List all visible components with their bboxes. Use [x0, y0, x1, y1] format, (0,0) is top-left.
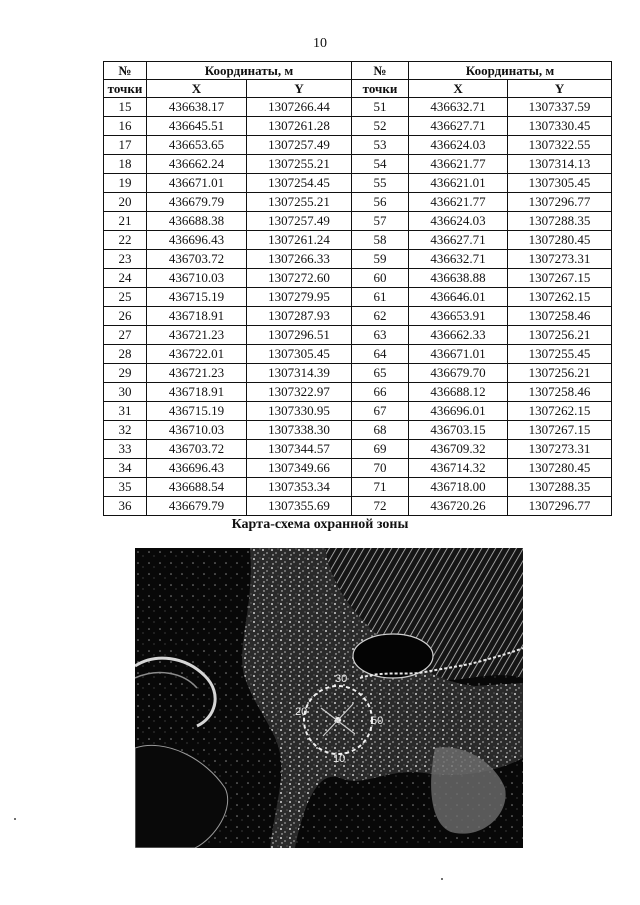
cell-point-number: 65 [352, 364, 409, 383]
cell-y: 1307255.21 [247, 193, 352, 212]
coordinates-table [103, 61, 612, 516]
cell-y: 1307288.35 [508, 212, 612, 231]
cell-x: 436703.15 [409, 421, 508, 440]
cell-x: 436721.23 [147, 326, 247, 345]
cell-point-number: 70 [352, 459, 409, 478]
cell-point-number: 17 [104, 136, 147, 155]
table-row [104, 231, 612, 250]
cell-y: 1307287.93 [247, 307, 352, 326]
cell-point-number: 53 [352, 136, 409, 155]
header-point-label: точки [104, 80, 147, 98]
cell-x: 436653.91 [409, 307, 508, 326]
cell-x: 436638.88 [409, 269, 508, 288]
cell-point-number: 66 [352, 383, 409, 402]
cell-x: 436703.72 [147, 250, 247, 269]
cell-x: 436632.71 [409, 250, 508, 269]
cell-y: 1307255.21 [247, 155, 352, 174]
header-point-label: точки [352, 80, 409, 98]
cell-x: 436646.01 [409, 288, 508, 307]
protection-zone-map [135, 548, 523, 848]
cell-point-number: 60 [352, 269, 409, 288]
header-y: Y [247, 80, 352, 98]
table-row [104, 307, 612, 326]
map-pond [353, 634, 433, 678]
page-number: 10 [313, 36, 327, 51]
cell-point-number: 71 [352, 478, 409, 497]
cell-x: 436688.38 [147, 212, 247, 231]
cell-y: 1307254.45 [247, 174, 352, 193]
table-row [104, 155, 612, 174]
cell-point-number: 54 [352, 155, 409, 174]
cell-y: 1307257.49 [247, 136, 352, 155]
cell-point-number: 59 [352, 250, 409, 269]
cell-y: 1307257.49 [247, 212, 352, 231]
cell-x: 436710.03 [147, 421, 247, 440]
cell-x: 436621.77 [409, 155, 508, 174]
cell-x: 436696.01 [409, 402, 508, 421]
cell-y: 1307266.33 [247, 250, 352, 269]
cell-y: 1307344.57 [247, 440, 352, 459]
cell-y: 1307266.44 [247, 98, 352, 117]
cell-point-number: 57 [352, 212, 409, 231]
map-title: Карта-схема охранной зоны [231, 517, 409, 532]
table-header-row-bottom [104, 80, 612, 98]
cell-y: 1307355.69 [247, 497, 352, 516]
cell-y: 1307288.35 [508, 478, 612, 497]
cell-point-number: 15 [104, 98, 147, 117]
table-header-row-top [104, 62, 612, 80]
table-row [104, 250, 612, 269]
cell-point-number: 27 [104, 326, 147, 345]
cell-x: 436720.26 [409, 497, 508, 516]
table-row [104, 117, 612, 136]
cell-y: 1307305.45 [508, 174, 612, 193]
cell-y: 1307272.60 [247, 269, 352, 288]
cell-y: 1307255.45 [508, 345, 612, 364]
cell-x: 436714.32 [409, 459, 508, 478]
table-row [104, 402, 612, 421]
cell-point-number: 32 [104, 421, 147, 440]
cell-point-number: 56 [352, 193, 409, 212]
cell-point-number: 18 [104, 155, 147, 174]
cell-x: 436710.03 [147, 269, 247, 288]
table-row [104, 288, 612, 307]
cell-y: 1307273.31 [508, 440, 612, 459]
cell-point-number: 30 [104, 383, 147, 402]
cell-x: 436638.17 [147, 98, 247, 117]
cell-x: 436688.12 [409, 383, 508, 402]
map-aerial-photo [135, 548, 523, 848]
cell-point-number: 72 [352, 497, 409, 516]
table-row [104, 478, 612, 497]
cell-y: 1307322.97 [247, 383, 352, 402]
cell-point-number: 51 [352, 98, 409, 117]
scan-artifact [14, 818, 16, 820]
cell-y: 1307337.59 [508, 98, 612, 117]
cell-point-number: 67 [352, 402, 409, 421]
header-x: X [147, 80, 247, 98]
cell-y: 1307280.45 [508, 459, 612, 478]
cell-y: 1307267.15 [508, 269, 612, 288]
cell-y: 1307256.21 [508, 364, 612, 383]
cell-point-number: 23 [104, 250, 147, 269]
cell-x: 436627.71 [409, 117, 508, 136]
table-row [104, 174, 612, 193]
cell-x: 436632.71 [409, 98, 508, 117]
cell-y: 1307338.30 [247, 421, 352, 440]
cell-x: 436696.43 [147, 459, 247, 478]
cell-point-number: 21 [104, 212, 147, 231]
cell-point-number: 52 [352, 117, 409, 136]
cell-x: 436645.51 [147, 117, 247, 136]
cell-x: 436718.91 [147, 307, 247, 326]
cell-x: 436715.19 [147, 288, 247, 307]
map-label-left: 20 [295, 706, 308, 718]
cell-y: 1307256.21 [508, 326, 612, 345]
cell-x: 436703.72 [147, 440, 247, 459]
cell-y: 1307262.15 [508, 402, 612, 421]
table-row [104, 459, 612, 478]
cell-x: 436671.01 [147, 174, 247, 193]
cell-x: 436721.23 [147, 364, 247, 383]
cell-point-number: 19 [104, 174, 147, 193]
cell-x: 436715.19 [147, 402, 247, 421]
cell-y: 1307258.46 [508, 383, 612, 402]
cell-y: 1307280.45 [508, 231, 612, 250]
cell-y: 1307273.31 [508, 250, 612, 269]
cell-y: 1307330.95 [247, 402, 352, 421]
header-point-number: № [104, 62, 147, 80]
header-coordinates: Координаты, м [409, 62, 612, 80]
cell-y: 1307314.13 [508, 155, 612, 174]
cell-point-number: 22 [104, 231, 147, 250]
cell-y: 1307261.24 [247, 231, 352, 250]
cell-y: 1307267.15 [508, 421, 612, 440]
header-y: Y [508, 80, 612, 98]
table-row [104, 421, 612, 440]
cell-y: 1307296.51 [247, 326, 352, 345]
cell-point-number: 63 [352, 326, 409, 345]
cell-x: 436653.65 [147, 136, 247, 155]
table-row [104, 212, 612, 231]
cell-x: 436671.01 [409, 345, 508, 364]
cell-x: 436709.32 [409, 440, 508, 459]
table-row [104, 98, 612, 117]
cell-x: 436621.01 [409, 174, 508, 193]
cell-y: 1307330.45 [508, 117, 612, 136]
map-label-top: 30 [335, 673, 348, 685]
table-row [104, 440, 612, 459]
cell-y: 1307262.15 [508, 288, 612, 307]
table-row [104, 364, 612, 383]
cell-y: 1307296.77 [508, 193, 612, 212]
cell-x: 436624.03 [409, 136, 508, 155]
table-row [104, 383, 612, 402]
cell-point-number: 26 [104, 307, 147, 326]
cell-point-number: 34 [104, 459, 147, 478]
cell-y: 1307258.46 [508, 307, 612, 326]
cell-x: 436722.01 [147, 345, 247, 364]
cell-x: 436718.00 [409, 478, 508, 497]
cell-point-number: 16 [104, 117, 147, 136]
table-row [104, 193, 612, 212]
cell-x: 436624.03 [409, 212, 508, 231]
header-coordinates: Координаты, м [147, 62, 352, 80]
cell-y: 1307305.45 [247, 345, 352, 364]
cell-x: 436688.54 [147, 478, 247, 497]
cell-point-number: 55 [352, 174, 409, 193]
cell-y: 1307314.39 [247, 364, 352, 383]
cell-point-number: 68 [352, 421, 409, 440]
cell-y: 1307322.55 [508, 136, 612, 155]
cell-point-number: 62 [352, 307, 409, 326]
cell-x: 436718.91 [147, 383, 247, 402]
cell-x: 436679.79 [147, 497, 247, 516]
cell-point-number: 33 [104, 440, 147, 459]
cell-y: 1307261.28 [247, 117, 352, 136]
header-x: X [409, 80, 508, 98]
cell-point-number: 29 [104, 364, 147, 383]
cell-point-number: 69 [352, 440, 409, 459]
map-label-right: 50 [371, 715, 384, 727]
cell-point-number: 31 [104, 402, 147, 421]
map-label-bottom: 10 [333, 753, 346, 765]
cell-x: 436621.77 [409, 193, 508, 212]
cell-y: 1307353.34 [247, 478, 352, 497]
cell-x: 436662.24 [147, 155, 247, 174]
scan-artifact [441, 878, 443, 880]
table-row [104, 497, 612, 516]
cell-point-number: 64 [352, 345, 409, 364]
cell-x: 436679.70 [409, 364, 508, 383]
table-row [104, 269, 612, 288]
table-row [104, 326, 612, 345]
cell-point-number: 24 [104, 269, 147, 288]
table-row [104, 136, 612, 155]
cell-point-number: 35 [104, 478, 147, 497]
cell-point-number: 25 [104, 288, 147, 307]
cell-point-number: 28 [104, 345, 147, 364]
cell-point-number: 20 [104, 193, 147, 212]
header-point-number: № [352, 62, 409, 80]
cell-y: 1307349.66 [247, 459, 352, 478]
cell-y: 1307279.95 [247, 288, 352, 307]
cell-y: 1307296.77 [508, 497, 612, 516]
cell-x: 436662.33 [409, 326, 508, 345]
cell-point-number: 58 [352, 231, 409, 250]
cell-x: 436627.71 [409, 231, 508, 250]
table-body [104, 98, 612, 516]
cell-point-number: 61 [352, 288, 409, 307]
table-row [104, 345, 612, 364]
cell-x: 436679.79 [147, 193, 247, 212]
cell-x: 436696.43 [147, 231, 247, 250]
cell-point-number: 36 [104, 497, 147, 516]
